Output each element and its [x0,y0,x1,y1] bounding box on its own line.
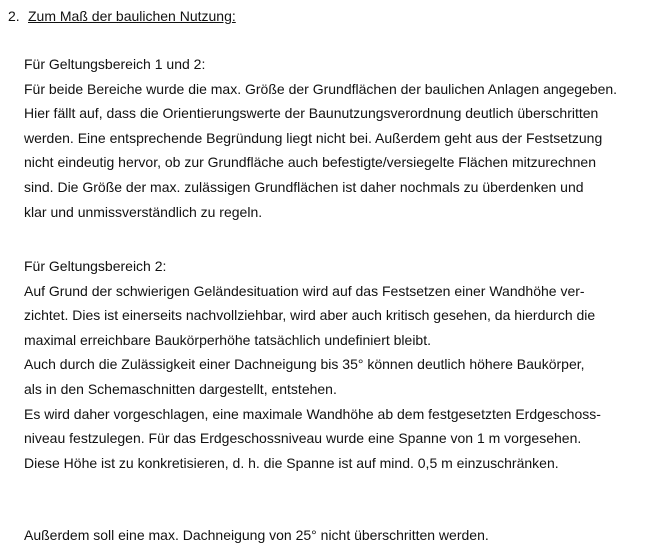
paragraph-line: Auf Grund der schwierigen Geländesituation wird auf das Festsetzen einer Wandhöhe ver- [24,282,585,299]
section-heading [8,6,236,26]
paragraph-line: als in den Schemaschnitten dargestellt, entstehen. [24,380,337,397]
section-title: Zum Maß der baulichen Nutzung: [28,8,236,24]
paragraph-dachneigung [24,523,489,548]
paragraph-line: niveau festzulegen. Für das Erdgeschossniveau wurde eine Spanne von 1 m vorgesehen. [24,430,582,447]
paragraph-line: Für beide Bereiche wurde die max. Größe der Grundflächen der baulichen Anlagen angegeben. [24,80,618,97]
paragraph-heading: Für Geltungsbereich 1 und 2: [24,56,206,72]
paragraph-geltungsbereich-1-2 [24,52,617,224]
paragraph-line: maximal erreichbare Baukörperhöhe tatsächlich undefiniert bleibt. [24,331,431,348]
paragraph-line: Auch durch die Zulässigkeit einer Dachneigung bis 35° können deutlich höhere Baukörper, [24,356,585,373]
paragraph-line: zichtet. Dies ist einerseits nachvollziehbar, wird aber auch kritisch gesehen, da hierdurch die [24,307,596,324]
paragraph-line: sind. Die Größe der max. zulässigen Grundflächen ist daher nochmals zu überdenken und [24,178,584,195]
paragraph-line: werden. Eine entsprechende Begründung liegt nicht bei. Außerdem geht aus der Festsetzung [24,129,603,146]
paragraph-line: nicht eindeutig hervor, ob zur Grundfläche auch befestigte/versiegelte Flächen mitzurechnen [24,154,597,171]
paragraph-heading: Für Geltungsbereich 2: [24,258,167,274]
paragraph-line: Es wird daher vorgeschlagen, eine maximale Wandhöhe ab dem festgesetzten Erdgeschoss- [24,405,601,422]
section-number: 2. [8,8,20,24]
paragraph-line: Außerdem soll eine max. Dachneigung von 25° nicht überschritten werden. [24,527,489,543]
paragraph-line: klar und unmissverständlich zu regeln. [24,203,263,220]
paragraph-line: Hier fällt auf, dass die Orientierungswerte der Baunutzungsverordnung deutlich überschritten [24,105,599,122]
paragraph-geltungsbereich-2 [24,254,601,475]
paragraph-line: Diese Höhe ist zu konkretisieren, d. h. die Spanne ist auf mind. 0,5 m einzuschränken. [24,454,559,471]
